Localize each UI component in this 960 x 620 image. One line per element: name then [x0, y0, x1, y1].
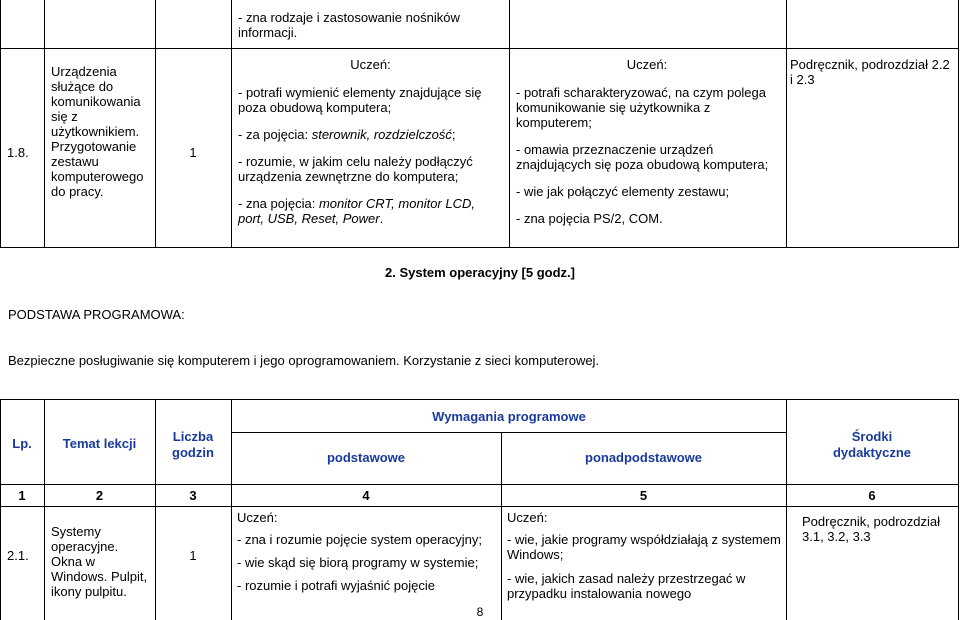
extended-item: - wie jak połączyć elementy zestawu; — [516, 184, 730, 199]
basic-item: - rozumie i potrafi wyjaśnić pojęcie — [237, 578, 435, 593]
extended-item: - wie, jakich zasad należy przestrzegać w przypadku instalowania nowego — [507, 571, 746, 601]
column-number: 6 — [868, 488, 876, 503]
extended-header: Uczeń: — [626, 57, 668, 72]
curriculum-basis-text: Bezpieczne posługiwanie się komputerem i jego oprogramowaniem. Korzystanie z sieci komputerowej. — [8, 353, 600, 368]
column-number: 5 — [639, 488, 648, 503]
teaching-resources: Podręcznik, podrozdział 2.2 i 2.3 — [790, 57, 950, 87]
basic-item: - zna pojęcia: monitor CRT, monitor LCD, port, USB, Reset, Power. — [238, 196, 475, 226]
basic-item: - zna i rozumie pojęcie system operacyjny; — [237, 532, 482, 547]
header-topic: Temat lekcji — [62, 436, 137, 451]
carry-over-text: - zna rodzaje i zastosowanie nośników informacji. — [238, 10, 460, 40]
lesson-topic: Systemy operacyjne. Okna w Windows. Pulpit, ikony pulpitu. — [51, 524, 148, 599]
basic-header: Uczeń: — [350, 57, 391, 72]
teaching-resources: Podręcznik, podrozdział 3.1, 3.2, 3.3 — [802, 514, 941, 544]
section-heading: 2. System operacyjny [5 godz.] — [384, 265, 575, 280]
header-requirements: Wymagania programowe — [432, 409, 586, 424]
basic-item: - potrafi wymienić elementy znajdujące się poza obudową komputera; — [238, 85, 482, 115]
basic-requirements — [238, 57, 503, 226]
extended-item: - omawia przeznaczenie urządzeń znajdujących się poza obudową komputera; — [516, 142, 769, 172]
curriculum-basis-label: PODSTAWA PROGRAMOWA: — [8, 307, 185, 322]
header-resources-2: dydaktyczne — [832, 445, 912, 460]
header-basic: podstawowe — [326, 450, 405, 465]
header-extended: ponadpodstawowe — [585, 450, 702, 465]
header-hours-1: Liczba — [172, 429, 214, 444]
header-resources-1: Środki — [851, 429, 893, 444]
extended-item: - zna pojęcia PS/2, COM. — [516, 211, 663, 226]
basic-item: - za pojęcia: sterownik, rozdzielczość; — [238, 127, 456, 142]
extended-item: - wie, jakie programy współdziałają z systemem Windows; — [507, 532, 781, 562]
basic-item: - wie skąd się biorą programy w systemie; — [237, 555, 479, 570]
header-hours-2: godzin — [172, 445, 214, 460]
column-number: 1 — [18, 488, 26, 503]
lesson-number: 1.8. — [7, 145, 29, 160]
column-number: 4 — [362, 488, 370, 503]
basic-header: Uczeń: — [237, 510, 278, 525]
header-lp: Lp. — [12, 436, 32, 451]
lesson-number: 2.1. — [7, 548, 29, 563]
extended-requirements — [516, 57, 778, 226]
lesson-hours: 1 — [189, 145, 197, 160]
lesson-hours: 1 — [189, 548, 197, 563]
column-number: 2 — [95, 488, 104, 503]
basic-item: - rozumie, w jakim celu należy podłączyć urządzenia zewnętrzne do komputera; — [238, 154, 473, 184]
lesson-topic: Urządzenia służące do komunikowania się z użytkownikiem. Przygotowanie zestawu komputerowego do pracy. — [51, 64, 144, 199]
extended-item: - potrafi scharakteryzować, na czym polega komunikowanie się użytkownika z komputerem; — [516, 85, 766, 130]
column-number: 3 — [189, 488, 197, 503]
page-number: 8 — [476, 605, 484, 619]
extended-header: Uczeń: — [507, 510, 548, 525]
